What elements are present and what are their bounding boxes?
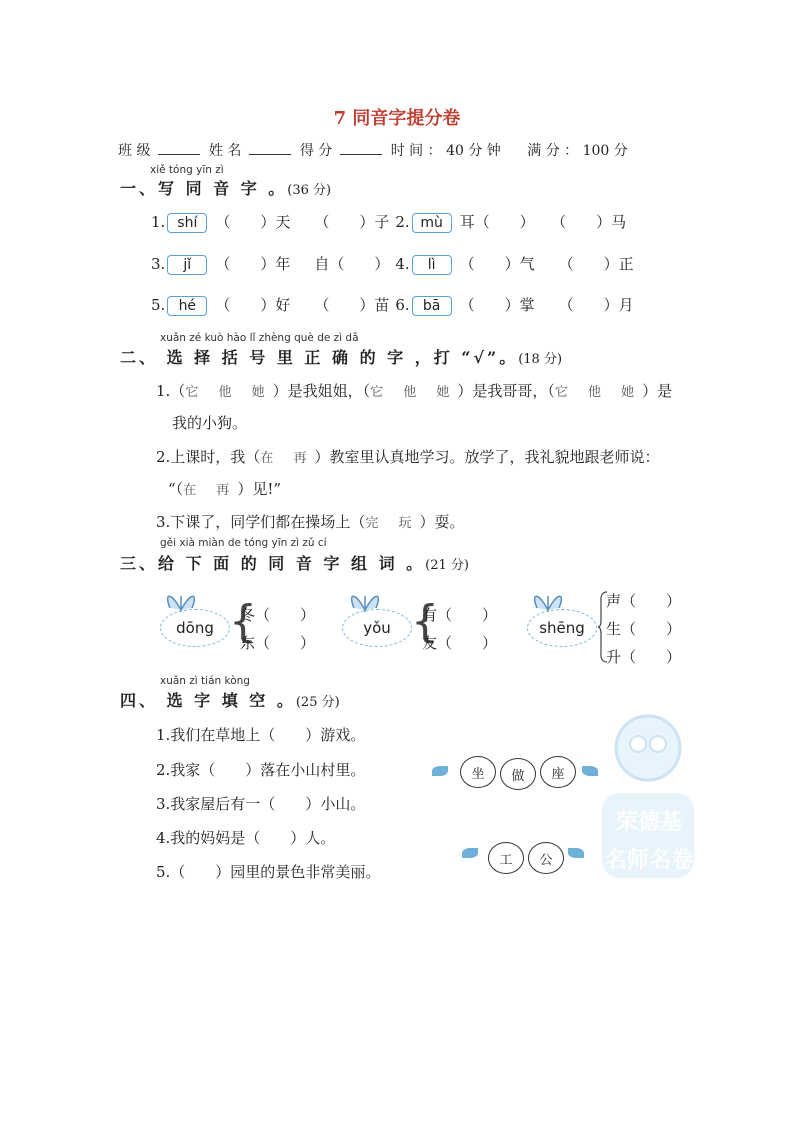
s4-item[interactable]: 5.（ ）园里的景色非常美丽。 bbox=[156, 863, 381, 881]
full-score-label: 满 分 ： 100 分 bbox=[527, 143, 628, 159]
leaf-icon bbox=[582, 766, 598, 776]
score-blank[interactable] bbox=[340, 142, 382, 155]
q2-text-b: ）教室里认真地学习。放学了，我礼貌地跟老师说： bbox=[314, 448, 660, 466]
word-blank[interactable]: 升（ ） bbox=[606, 648, 682, 666]
s4-heading-text: 四、 选 字 填 空 。 bbox=[120, 691, 296, 710]
s1-row bbox=[151, 294, 634, 316]
s1-heading bbox=[120, 176, 331, 199]
pinyin-box: lì bbox=[412, 255, 452, 275]
q1-options-3[interactable]: 它 他 她 bbox=[554, 385, 643, 400]
s2-q3 bbox=[156, 511, 464, 532]
s1-heading-text: 一、写 同 音 字 。 bbox=[120, 179, 288, 198]
fruit-char[interactable]: 公 bbox=[528, 842, 564, 874]
item-number: 4. bbox=[395, 255, 410, 273]
fill-blank[interactable]: 自（ ） bbox=[314, 255, 390, 273]
word-blank[interactable]: 声（ ） bbox=[606, 592, 682, 610]
s4-item[interactable]: 4.我的妈妈是（ ）人。 bbox=[156, 829, 336, 847]
q2-options-2[interactable]: 在 再 bbox=[183, 483, 238, 498]
s2-q2-line2 bbox=[168, 478, 281, 499]
leaf-icon bbox=[568, 848, 584, 858]
fill-blank[interactable]: （ ）气 bbox=[459, 255, 535, 273]
word-blank[interactable]: 有（ ） bbox=[422, 606, 498, 624]
score-label: 得 分 bbox=[299, 143, 333, 159]
fill-blank[interactable]: （ ）苗 bbox=[314, 296, 390, 314]
q2-options-1[interactable]: 在 再 bbox=[260, 451, 315, 466]
s4-pinyin: xuǎn zì tián kòng bbox=[160, 675, 250, 687]
s3-points: (21 分) bbox=[425, 558, 469, 573]
word-blank[interactable]: 冬（ ） bbox=[240, 606, 316, 624]
fill-blank[interactable]: （ ）月 bbox=[558, 296, 634, 314]
word-blank[interactable]: 东（ ） bbox=[240, 634, 316, 652]
fruit-char[interactable]: 座 bbox=[540, 756, 576, 788]
fill-blank[interactable]: 耳（ ） bbox=[459, 213, 535, 231]
item-number: 6. bbox=[395, 296, 410, 314]
q1-text-b: ）是我姐姐，（ bbox=[272, 382, 371, 400]
fill-blank[interactable]: （ ）天 bbox=[215, 213, 291, 231]
brace-2: { bbox=[411, 596, 439, 647]
s4-item[interactable]: 1.我们在草地上（ ）游戏。 bbox=[156, 726, 366, 744]
q1-text-d: ）是 bbox=[642, 382, 673, 400]
pinyin-box: bā bbox=[412, 296, 452, 316]
q2-text-a: 2.上课时，我（ bbox=[156, 448, 261, 466]
q3-text-a: 3.下课了，同学们都在操场上（ bbox=[156, 513, 366, 531]
pinyin-box: mù bbox=[412, 213, 452, 233]
s2-points: (18 分) bbox=[518, 352, 563, 367]
fill-blank[interactable]: （ ）子 bbox=[314, 213, 390, 231]
brace-1: { bbox=[229, 596, 257, 647]
s2-q2 bbox=[156, 446, 659, 467]
fill-blank[interactable]: （ ）马 bbox=[558, 213, 627, 231]
fruit-char[interactable]: 工 bbox=[488, 842, 524, 874]
fruit-char[interactable]: 坐 bbox=[460, 756, 496, 788]
s2-q1 bbox=[156, 380, 672, 401]
q1-options-2[interactable]: 它 他 她 bbox=[370, 385, 458, 400]
s1-pinyin: xiě tóng yīn zì bbox=[150, 164, 224, 176]
pinyin-box: shí bbox=[167, 213, 207, 233]
item-number: 5. bbox=[151, 296, 166, 314]
pinyin-box: jǐ bbox=[167, 255, 207, 275]
leaf-icon bbox=[432, 766, 448, 776]
fruit-char[interactable]: 做 bbox=[500, 758, 536, 790]
info-line bbox=[118, 140, 632, 160]
item-number: 1. bbox=[151, 213, 166, 231]
pinyin-bubble-sheng: shēng bbox=[527, 609, 597, 647]
s1-row bbox=[151, 253, 634, 275]
s3-heading bbox=[120, 551, 469, 574]
q2-text-c: “（ bbox=[168, 480, 184, 498]
s1-row bbox=[151, 211, 626, 233]
s3-pinyin: gěi xià miàn de tóng yīn zì zǔ cí bbox=[160, 537, 327, 549]
s4-points: (25 分) bbox=[295, 695, 340, 710]
s2-heading bbox=[120, 345, 562, 368]
time-label: 时 间 ： 40 分 钟 bbox=[390, 143, 501, 159]
pinyin-bubble-dong: dōng bbox=[160, 609, 230, 647]
name-blank[interactable] bbox=[249, 142, 291, 155]
s2-pinyin: xuǎn zé kuò hào lǐ zhèng què de zì dǎ bbox=[160, 332, 359, 344]
fill-blank[interactable]: （ ）正 bbox=[558, 255, 634, 273]
watermark-logo bbox=[598, 698, 698, 883]
fill-blank[interactable]: （ ）掌 bbox=[459, 296, 535, 314]
s4-item[interactable]: 2.我家（ ）落在小山村里。 bbox=[156, 761, 366, 779]
fill-blank[interactable]: （ ）好 bbox=[215, 296, 291, 314]
s3-heading-text: 三、给 下 面 的 同 音 字 组 词 。 bbox=[120, 554, 426, 573]
pinyin-box: hé bbox=[167, 296, 207, 316]
class-label: 班 级 bbox=[118, 143, 151, 159]
q1-options-1[interactable]: 它 他 她 bbox=[185, 385, 273, 400]
q3-text-b: ）耍。 bbox=[419, 513, 465, 531]
name-label: 姓 名 bbox=[208, 143, 242, 159]
s4-item[interactable]: 3.我家屋后有一（ ）小山。 bbox=[156, 795, 366, 813]
q1-text-c: ）是我哥哥，（ bbox=[457, 382, 555, 400]
word-blank[interactable]: 生（ ） bbox=[606, 620, 682, 638]
s1-points: (36 分) bbox=[287, 183, 332, 198]
q1-text-a: 1.（ bbox=[156, 382, 186, 400]
leaf-icon bbox=[462, 848, 478, 858]
fill-blank[interactable]: （ ）年 bbox=[215, 255, 291, 273]
page-title: 7 同音字提分卷 bbox=[333, 108, 461, 129]
s2-heading-text: 二、 选 择 括 号 里 正 确 的 字 ，打 “√”。 bbox=[120, 348, 519, 367]
q3-options[interactable]: 完 玩 bbox=[365, 516, 420, 531]
item-number: 3. bbox=[151, 255, 166, 273]
q2-text-d: ）见!” bbox=[237, 480, 282, 498]
pinyin-bubble-you: yǒu bbox=[342, 609, 412, 647]
s4-heading bbox=[120, 688, 340, 711]
class-blank[interactable] bbox=[158, 142, 200, 155]
watermark-text: 荣德基 名师名卷 bbox=[604, 810, 693, 873]
item-number: 2. bbox=[395, 213, 410, 231]
q1-text-e: 我的小狗。 bbox=[172, 414, 248, 432]
word-blank[interactable]: 友（ ） bbox=[422, 634, 498, 652]
